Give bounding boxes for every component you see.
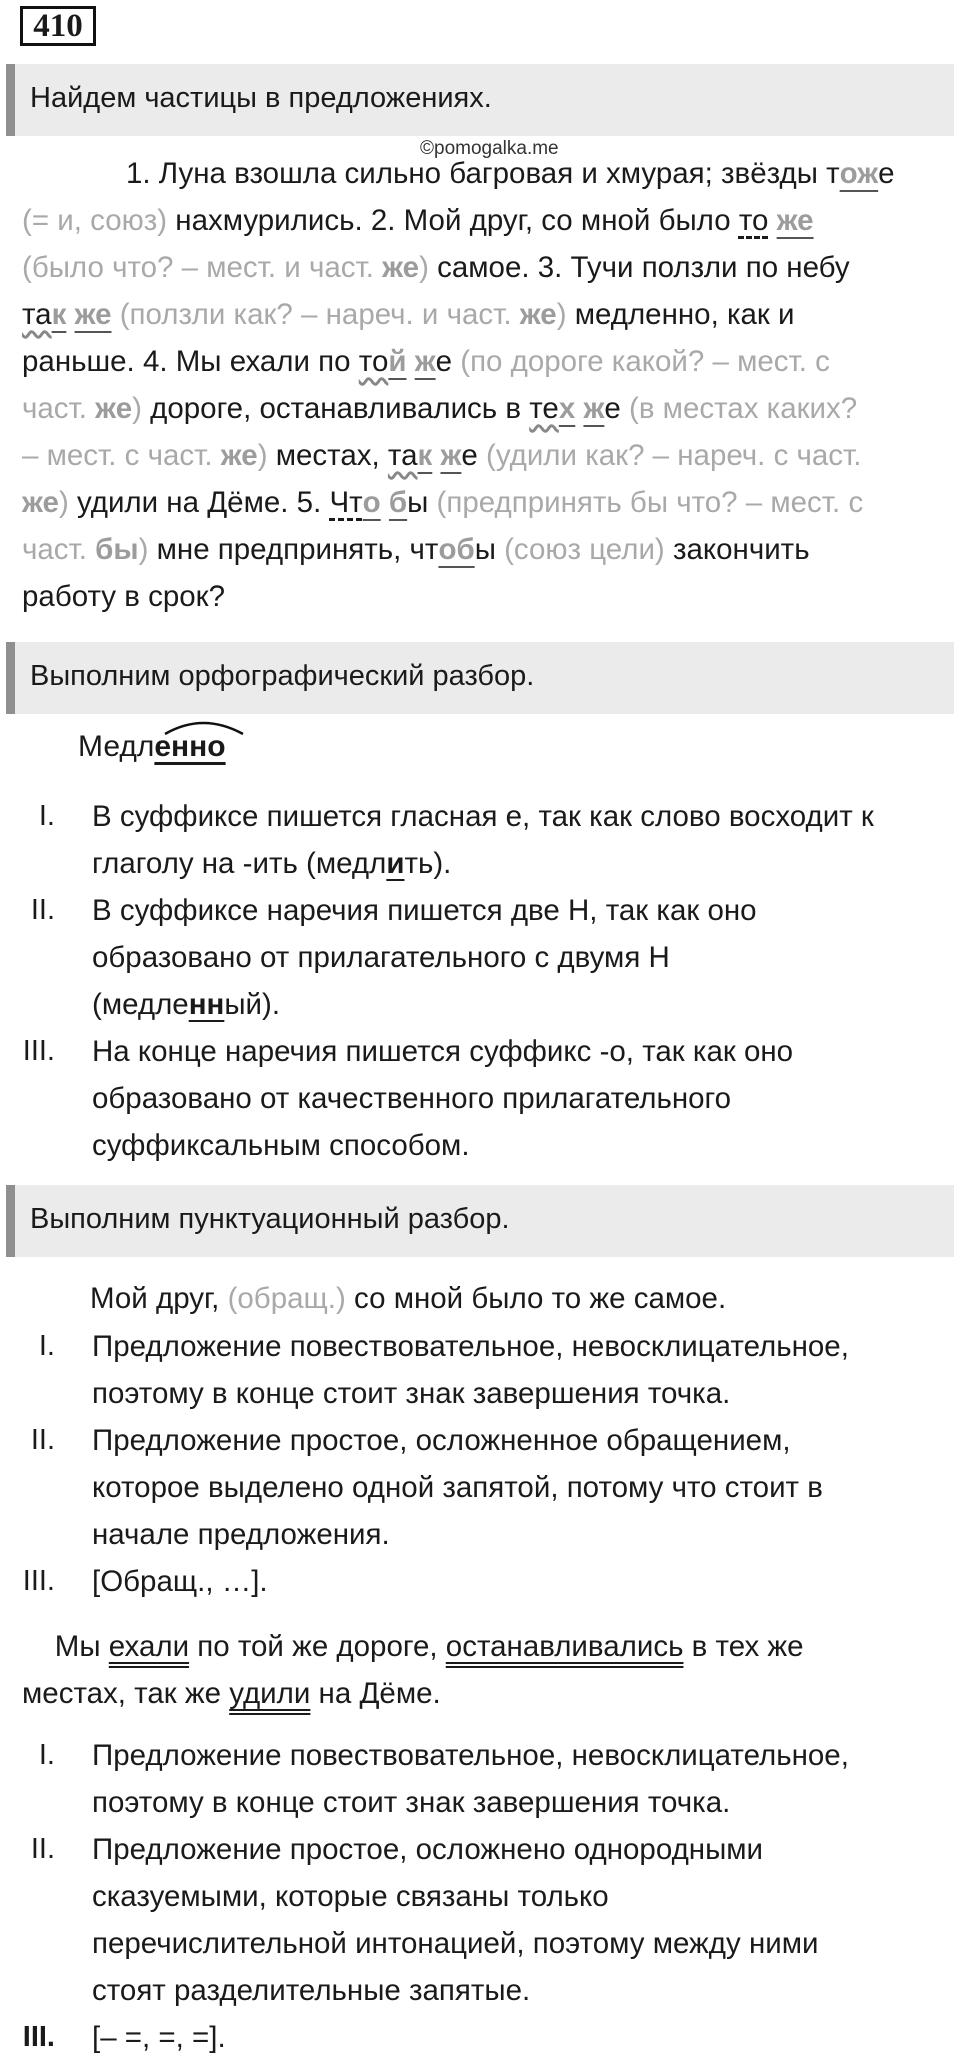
text-line: же) удили на Дёме. 5. Что бы (предпринять бы что? – мест. с [22, 486, 864, 519]
section-title: Выполним орфографический разбор. [30, 660, 535, 692]
list-marker: II. [30, 1833, 55, 1865]
section-title: Найдем частицы в предложениях. [30, 82, 492, 114]
suffix-mark: енно [154, 730, 226, 763]
list-marker: I. [38, 1330, 55, 1362]
list-marker: III. [22, 2021, 55, 2053]
text-line: част. же) дороге, останавливались в тех же (в местах каких? [22, 392, 858, 425]
list-item: На конце наречия пишется суффикс -о, так как оно образовано от качественного прилагательного суффиксальным способом. [92, 1035, 794, 1162]
list-item: Предложение повествовательное, невосклицательное, поэтому в конце стоит знак завершения точка. [92, 1330, 849, 1410]
list-marker: II. [30, 1424, 55, 1456]
example-sentence: Мы ехали по той же дороге, останавливались в тех же местах, так же удили на Дёме. [22, 1630, 804, 1710]
list-item: [Обращ., …]. [92, 1565, 268, 1598]
watermark: ©pomogalka.me [420, 138, 559, 159]
exercise-number: 410 [20, 6, 96, 46]
text-line: (= и, союз) нахмурились. 2. Мой друг, со мной было то же [22, 204, 814, 237]
list-item: В суффиксе пишется гласная е, так как слово восходит к глаголу на -ить (медлить). [92, 800, 874, 880]
list-item: В суффиксе наречия пишется две Н, так как оно образовано от прилагательного с двумя Н (медленный). [92, 894, 757, 1021]
list-marker: III. [22, 1565, 55, 1597]
section-header-particles [6, 64, 954, 136]
text-line: 1. Луна взошла сильно багровая и хмурая; звёзды тоже [126, 157, 895, 190]
text-line: раньше. 4. Мы ехали по той же (по дороге какой? – мест. с [22, 345, 830, 378]
text-line: – мест. с част. же) местах, так же (удили как? – нареч. с част. [22, 439, 862, 472]
text-line: так же (ползли как? – нареч. и част. же) медленно, как и [22, 298, 795, 331]
list-marker: I. [38, 800, 55, 832]
text-line: част. бы) мне предпринять, чтобы (союз цели) закончить [22, 533, 810, 566]
list-marker: III. [22, 1035, 55, 1067]
list-item: [– =, =, =]. [92, 2021, 226, 2054]
text-line: работу в срок? [22, 580, 225, 613]
analyzed-word: Медленно [78, 730, 226, 764]
section-title: Выполним пунктуационный разбор. [30, 1203, 510, 1235]
list-item: Предложение простое, осложнено однородными сказуемыми, которые связаны только перечислительной интонацией, поэтому между ними стоят разделительные запятые. [92, 1833, 819, 2007]
section-header-punctuation [6, 1185, 954, 1257]
example-sentence: Мой друг, (обращ.) со мной было то же самое. [90, 1282, 727, 1315]
list-item: Предложение повествовательное, невосклицательное, поэтому в конце стоит знак завершения точка. [92, 1739, 849, 1819]
list-marker: I. [38, 1739, 55, 1771]
list-item: Предложение простое, осложненное обращением, которое выделено одной запятой, потому что стоит в начале предложения. [92, 1424, 823, 1551]
text-line: (было что? – мест. и част. же) самое. 3. Тучи ползли по небу [22, 251, 850, 284]
list-marker: II. [30, 894, 55, 926]
section-header-orthography [6, 642, 954, 714]
suffix-arc-icon [163, 714, 245, 736]
